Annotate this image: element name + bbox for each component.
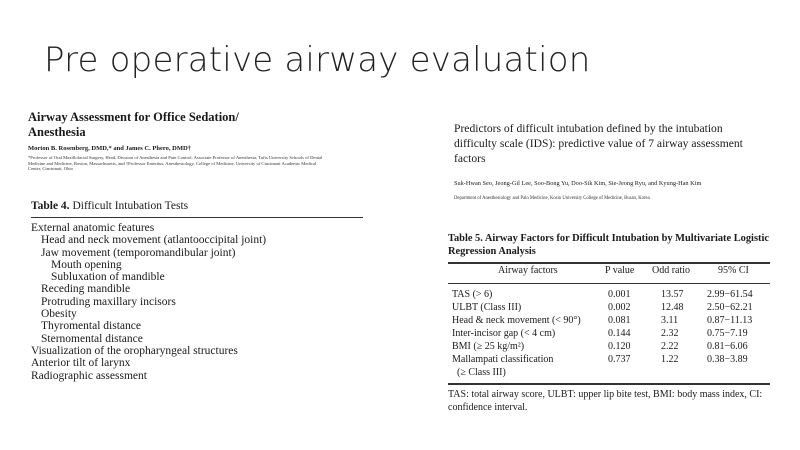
table4-item: Thyromental distance <box>41 320 141 333</box>
table5-cell-p: 0.144 <box>608 328 631 339</box>
table5-cell-ci: 0.75−7.19 <box>707 328 748 339</box>
table4-item: Visualization of the oropharyngeal structures <box>31 344 238 357</box>
table4-top-rule <box>31 217 363 218</box>
left-paper-title <box>28 110 388 140</box>
table5-cell-p: 0.001 <box>608 289 631 300</box>
table5-header-row <box>448 263 770 279</box>
slide-title: Pre operative airway evaluation <box>44 40 591 80</box>
table4-caption <box>31 200 188 212</box>
table4-list <box>31 222 266 382</box>
table5-cell-ci: 0.81−6.06 <box>707 341 748 352</box>
table4-item: Radiographic assessment <box>31 369 147 382</box>
table5-header-p: P value <box>605 265 635 276</box>
table5-header-ci: 95% CI <box>718 265 749 276</box>
table4-number: Table 4. <box>31 200 70 212</box>
table5-row <box>448 315 770 327</box>
table5-cell-or: 12.48 <box>661 302 684 313</box>
table5-cell-p: 0.737 <box>608 354 631 365</box>
table5-row <box>448 289 770 301</box>
table5-cell-p: 0.081 <box>608 315 631 326</box>
table5-cell-factor: Inter-incisor gap (< 4 cm) <box>452 328 556 339</box>
table5-cell-factor: Head & neck movement (< 90°) <box>452 315 581 326</box>
table4-item: External anatomic features <box>31 222 155 234</box>
table5-cell-ci: 0.38−3.89 <box>707 354 748 365</box>
table4-item: Subluxation of mandible <box>51 271 165 284</box>
table5-bottom-rule <box>448 383 770 385</box>
table5-cell-ci: 0.87−11.13 <box>707 315 753 326</box>
table5-row <box>448 302 770 314</box>
table4-item: Mouth opening <box>51 258 122 271</box>
table5-row <box>448 354 770 366</box>
table5-footnote: TAS: total airway score, ULBT: upper lip bite test, BMI: body mass index, CI: confidence interval. <box>448 389 763 413</box>
left-paper-title-line1: Airway Assessment for Office Sedation/ <box>28 110 239 124</box>
table4-item: Sternomental distance <box>41 332 143 345</box>
table5-cell-factor: ULBT (Class III) <box>452 302 522 313</box>
right-paper-authors: Suk-Hwan Seo, Jeong-Gil Lee, Soo-Bong Yu, Doo-Sik Kim, Sie-Jeong Ryu, and Kyung-Han Kim <box>454 180 702 187</box>
table5-caption-text: Table 5. Airway Factors for Difficult Intubation by Multivariate Logistic Regression Analysis <box>448 233 769 257</box>
table5-cell-p: 0.002 <box>608 302 631 313</box>
table5-cell-factor: Mallampati classification <box>452 354 554 365</box>
table5-cell-ci: 2.50−62.21 <box>707 302 753 313</box>
table5-cell-ci: 2.99−61.54 <box>707 289 753 300</box>
table4-item: Protruding maxillary incisors <box>41 295 176 308</box>
table5-cell-factor: TAS (> 6) <box>452 289 493 300</box>
table4-item: Jaw movement (temporomandibular joint) <box>41 246 236 259</box>
table5-row-continuation: (≥ Class III) <box>457 367 506 378</box>
table5-row <box>448 341 770 353</box>
table4-item: Head and neck movement (atlantooccipital joint) <box>41 234 267 247</box>
table5-cell-or: 1.22 <box>661 354 679 365</box>
table5-cell-factor: BMI (≥ 25 kg/m²) <box>452 341 525 352</box>
right-paper-affiliation: Department of Anesthesiology and Pain Medicine, Kosin University College of Medicine, Busan, Korea <box>454 196 650 201</box>
left-paper-header <box>28 110 388 172</box>
left-paper-affiliation: *Professor of Oral Maxillofacial Surgery, Head, Division of Anesthesia and Pain Control, Associate Professor of Anesthesia, Tufts University Schools of Dental Medicine and Medicine, Boston, Massachusetts, and †Professor Emeritus, Anesthesiology, College of Medicine, University of Cincinnati Academic Medical Center, Cincinnati, Ohio <box>28 155 323 172</box>
table4-item: Anterior tilt of larynx <box>31 357 131 370</box>
table5-cell-or: 3.11 <box>661 315 679 326</box>
table4-item: Receding mandible <box>41 283 131 296</box>
left-paper-title-line2: Anesthesia <box>28 125 86 139</box>
table5-header-or: Odd ratio <box>652 265 691 276</box>
table5-row <box>448 328 770 340</box>
right-paper-title: Predictors of difficult intubation defined by the intubation difficulty scale (IDS): predictive value of 7 airway assessment factors <box>454 122 743 165</box>
table5-cell-or: 2.22 <box>661 341 679 352</box>
table5-cell-or: 2.32 <box>661 328 679 339</box>
table4-item: Obesity <box>41 308 77 321</box>
table5-header-factor: Airway factors <box>498 265 558 276</box>
table5-cell-p: 0.120 <box>608 341 631 352</box>
table4-title: Difficult Intubation Tests <box>72 200 189 212</box>
left-paper-authors: Morton B. Rosenberg, DMD,* and James C. Phero, DMD† <box>28 145 191 152</box>
table5-cell-or: 13.57 <box>661 289 684 300</box>
table5-caption <box>448 232 798 258</box>
table5-header-rule <box>448 283 770 284</box>
